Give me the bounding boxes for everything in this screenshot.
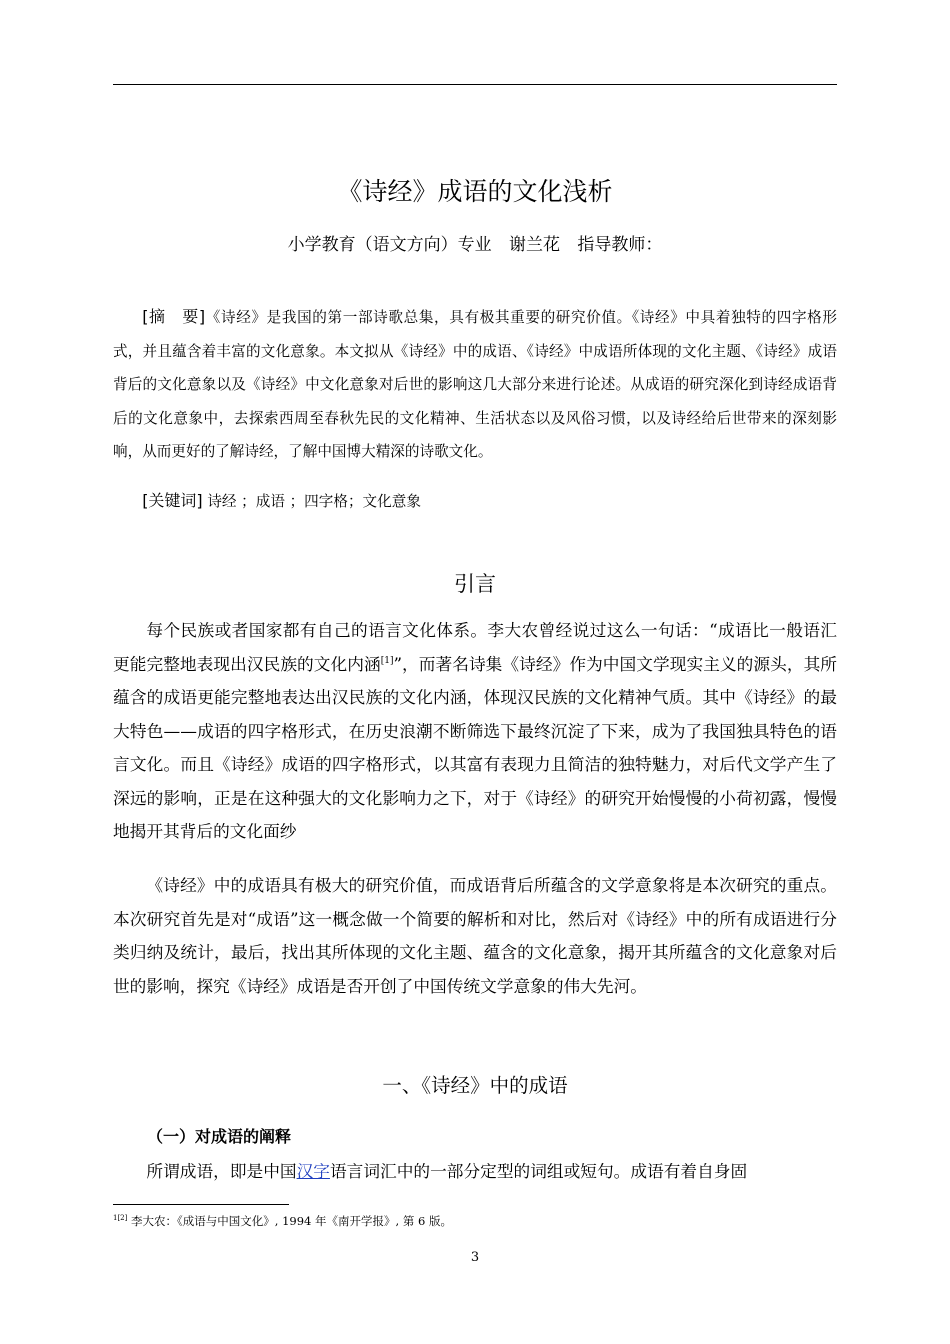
- intro-heading: 引言: [454, 572, 496, 596]
- intro-p1-part-b: ”，而著名诗集《诗经》作为中国文学现实主义的源头，其所蕴含的成语更能完整地表达出汉民族的文化内涵，体现汉民族的文化精神气质。其中《诗经》的最大特色——成语的四字格形式，在历史浪潮不断筛选下最终沉淀了下来，成为了我国独具特色的语言文化。而且《诗经》成语的四字格形式，以其富有表现力且简洁的独特魅力，对后代文学产生了深远的影响，正是在这种强大的文化影响力之下，对于《诗经》的研究开始慢慢的小荷初露，慢慢地揭开其背后的文化面纱: [113, 653, 837, 841]
- subsection-1-heading: （一）对成语的阐释: [147, 1127, 292, 1146]
- abstract: [113, 300, 837, 469]
- section-1-paragraph-1: [113, 1155, 837, 1189]
- intro-paragraph-1: [113, 614, 837, 849]
- header-rule: [113, 84, 837, 85]
- footnote: [113, 1213, 452, 1229]
- intro-paragraph-2: 《诗经》中的成语具有极大的研究价值，而成语背后所蕴含的文学意象将是本次研究的重点。本次研究首先是对“成语”这一概念做一个简要的解析和对比，然后对《诗经》中的所有成语进行分类归纳及统计，最后，找出其所体现的文化主题、蕴含的文化意象，揭开其所蕴含的文化意象对后世的影响，探究《诗经》成语是否开创了中国传统文学意象的伟大先河。: [113, 875, 837, 996]
- keywords-label: [关键词]: [142, 491, 203, 510]
- author-name: 谢兰花: [509, 235, 560, 255]
- abstract-text: 《诗经》是我国的第一部诗歌总集，具有极其重要的研究价值。《诗经》中具着独特的四字格形式，并且蕴含着丰富的文化意象。本文拟从《诗经》中的成语、《诗经》中成语所体现的文化主题、《诗经》成语背后的文化意象以及《诗经》中文化意象对后世的影响这几大部分来进行论述。从成语的研究深化到诗经成语背后的文化意象中，去探索西周至春秋先民的文化精神、生活状态以及风俗习惯，以及诗经给后世带来的深刻影响，从而更好的了解诗经，了解中国博大精深的诗歌文化。: [113, 309, 837, 461]
- advisor-label: 指导教师：: [577, 235, 663, 255]
- footnote-mark: 1[2]: [113, 1214, 128, 1222]
- abstract-label: [摘 要]: [142, 307, 206, 326]
- footnote-rule: [113, 1204, 289, 1205]
- hanzi-link[interactable]: 汉字: [296, 1161, 330, 1181]
- paper-title: 《诗经》成语的文化浅析: [337, 177, 613, 206]
- section-1-heading: 一、《诗经》中的成语: [382, 1074, 568, 1097]
- s1-p1-part-b: 语言词汇中的一部分定型的词组或短句。成语有着自身固: [329, 1161, 748, 1181]
- byline: [0, 230, 950, 255]
- page-number: 3: [470, 1250, 480, 1265]
- keywords: [113, 484, 837, 519]
- intro-p1-part-a: 每个民族或者国家都有自己的语言文化体系。李大农曾经说过这么一句话：“成语比一般语汇更能完整地表现出汉民族的文化内涵: [113, 620, 837, 674]
- footnote-text: 李大农：《成语与中国文化》, 1994 年《南开学报》, 第 6 版。: [127, 1214, 452, 1228]
- footnote-ref[interactable]: [1]: [380, 655, 394, 666]
- s1-p1-part-a: 所谓成语，即是中国: [146, 1161, 297, 1181]
- author-major: 小学教育（语文方向）专业: [287, 235, 492, 255]
- keywords-text: 诗经 ；成语 ；四字格；文化意象: [207, 493, 421, 510]
